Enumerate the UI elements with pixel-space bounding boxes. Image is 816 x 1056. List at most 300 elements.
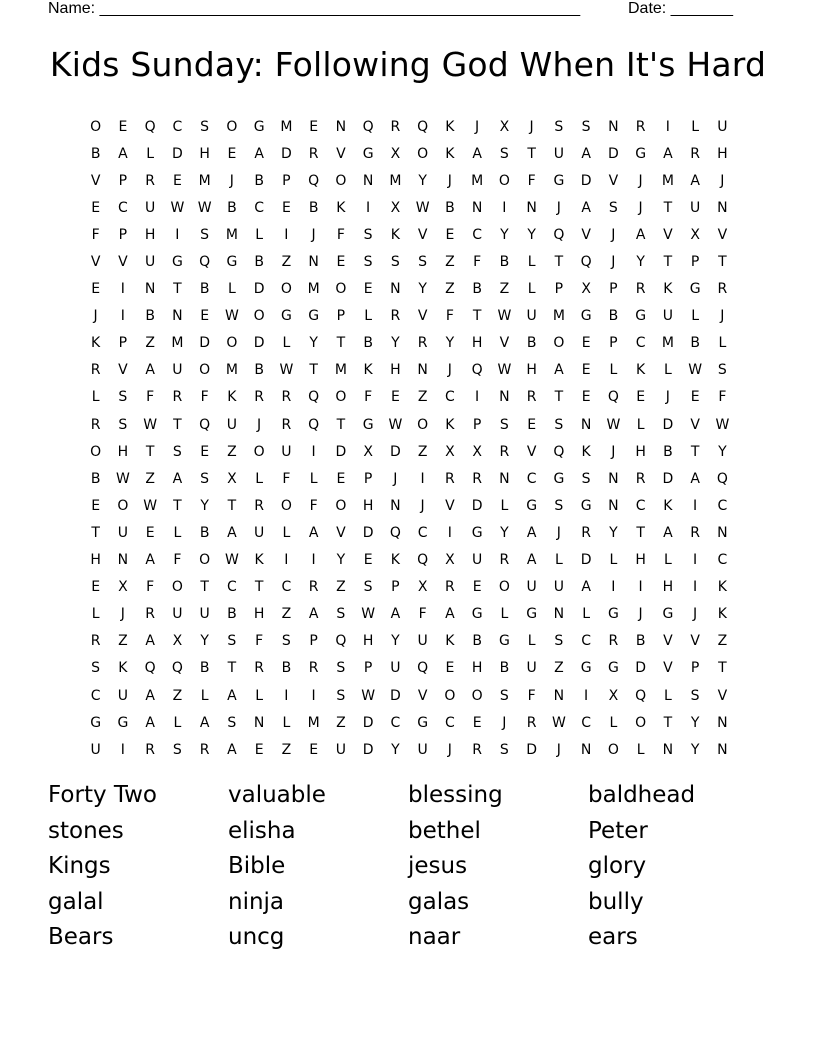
grid-letter: H [253,606,265,623]
grid-letter: G [471,524,483,541]
grid-letter: E [91,281,101,298]
grid-letter: D [362,524,374,541]
grid-letter: R [717,281,728,298]
grid-letter: G [635,145,647,162]
grid-letter: A [227,687,237,704]
grid-letter: N [253,714,265,731]
grid-letter: O [253,443,265,460]
grid-letter: Z [717,633,728,650]
grid-letter: A [227,741,237,758]
grid-letter: C [635,497,646,514]
grid-letter: X [472,443,482,460]
grid-letter: C [172,118,183,135]
grid-letter: H [662,579,674,596]
grid-letter: S [554,118,564,135]
grid-letter: J [611,226,616,243]
grid-letter: Z [445,281,455,298]
grid-letter: H [199,145,210,162]
grid-letter: I [611,579,616,596]
grid-letter: S [281,633,291,650]
grid-letter: Q [199,416,211,433]
grid-letter: L [146,145,155,162]
grid-letter: S [227,714,237,731]
grid-letter: E [200,443,210,460]
grid-letter: A [635,226,646,243]
grid-letter: S [363,226,373,243]
grid-letter: B [499,254,510,271]
grid-letter: E [390,389,400,406]
grid-letter: N [335,118,347,135]
grid-row [82,655,736,682]
grid-letter: R [390,118,401,135]
grid-letter: L [527,633,536,650]
grid-letter: D [471,497,483,514]
grid-letter: W [143,416,158,433]
grid-letter: G [226,254,238,271]
grid-letter: D [662,470,674,487]
grid-letter: Q [362,118,374,135]
grid-letter: U [335,741,346,758]
grid-letter: S [200,470,210,487]
grid-letter: E [91,579,101,596]
grid-letter: R [281,416,292,433]
grid-letter: P [363,470,373,487]
grid-letter: G [580,308,592,325]
grid-letter: Y [636,254,645,271]
grid-letter: R [199,741,210,758]
grid-letter: L [527,281,536,298]
grid-letter: V [690,416,700,433]
grid-letter: X [172,633,183,650]
grid-letter: S [363,579,373,596]
grid-letter: Q [308,416,320,433]
grid-letter: I [638,579,643,596]
grid-letter: E [472,714,482,731]
grid-letter: B [254,172,264,189]
grid-letter: V [336,145,346,162]
grid-row [82,276,736,303]
grid-letter: A [172,470,183,487]
word-list-item: blessing [408,782,503,808]
grid-letter: I [665,118,670,135]
grid-letter: S [200,226,210,243]
grid-letter: G [117,714,129,731]
grid-letter: N [499,389,510,406]
grid-letter: K [390,552,400,569]
grid-letter: S [581,470,591,487]
grid-letter: F [473,254,482,271]
grid-letter: B [608,308,619,325]
grid-letter: N [417,362,428,379]
grid-letter: U [526,579,537,596]
grid-letter: L [227,281,236,298]
grid-letter: K [390,226,400,243]
grid-letter: R [526,389,537,406]
word-list-item: stones [48,817,124,844]
grid-letter: G [308,308,320,325]
grid-letter: E [363,281,373,298]
grid-letter: V [608,172,619,189]
grid-letter: T [336,335,346,352]
grid-letter: R [254,389,264,406]
grid-letter: R [472,470,482,487]
grid-letter: Z [281,741,292,758]
header-line [48,0,740,20]
grid-letter: I [284,226,289,243]
grid-letter: L [691,308,700,325]
grid-letter: K [445,416,455,433]
grid-letter: Y [336,552,346,569]
grid-letter: H [90,552,101,569]
grid-letter: J [420,497,425,514]
grid-letter: G [689,281,701,298]
grid-letter: P [336,308,346,325]
grid-letter: L [282,524,291,541]
grid-letter: K [581,443,591,460]
grid-letter: L [173,524,182,541]
grid-letter: L [582,606,591,623]
grid-letter: O [498,172,510,189]
grid-letter: L [364,308,373,325]
grid-letter: U [553,579,564,596]
grid-letter: E [309,741,319,758]
grid-letter: C [581,633,592,650]
grid-letter: R [690,145,700,162]
grid-letter: Q [417,660,429,677]
grid-letter: K [118,660,128,677]
grid-letter: T [254,579,264,596]
grid-letter: K [445,118,455,135]
grid-letter: N [308,254,319,271]
grid-letter: P [118,226,128,243]
word-list-item: galas [408,888,470,915]
grid-letter: V [417,308,428,325]
grid-letter: T [636,524,645,541]
grid-letter: N [717,741,728,758]
grid-letter: Q [716,470,728,487]
grid-letter: D [580,552,592,569]
grid-letter: C [444,389,455,406]
grid-letter: L [255,687,264,704]
grid-letter: V [663,633,673,650]
grid-letter: Q [471,362,483,379]
grid-letter: Z [281,606,292,623]
grid-letter: Q [553,226,565,243]
grid-letter: B [145,308,155,325]
grid-letter: B [199,281,210,298]
grid-letter: A [145,714,155,731]
grid-letter: L [527,254,536,271]
grid-letter: V [581,226,591,243]
grid-letter: W [715,416,730,433]
grid-letter: D [389,687,401,704]
grid-letter: O [607,741,619,758]
grid-letter: H [635,443,646,460]
grid-letter: P [282,172,291,189]
grid-letter: O [226,118,238,135]
word-list-item: glory [588,853,647,880]
grid-letter: S [499,416,509,433]
grid-letter: R [281,389,292,406]
grid-letter: A [663,524,673,541]
grid-letter: N [717,199,728,216]
grid-letter: T [663,199,673,216]
grid-row [82,438,736,465]
grid-letter: N [362,172,374,189]
grid-letter: A [581,579,591,596]
grid-letter: T [227,497,237,514]
grid-letter: D [526,741,538,758]
grid-letter: U [117,524,128,541]
grid-letter: C [717,497,728,514]
grid-letter: I [284,552,289,569]
grid-letter: S [554,497,564,514]
grid-letter: J [556,524,561,541]
word-list-item: valuable [228,782,326,808]
grid-letter: V [417,687,428,704]
grid-letter: X [499,118,510,135]
grid-letter: B [363,335,373,352]
grid-letter: F [91,226,100,243]
grid-letter: J [611,254,616,271]
grid-letter: O [253,308,265,325]
grid-letter: Y [500,524,509,541]
grid-letter: T [554,254,564,271]
grid-letter: S [336,660,346,677]
grid-letter: W [388,416,403,433]
grid-letter: D [607,145,619,162]
grid-letter: M [198,172,211,189]
grid-letter: D [580,172,592,189]
grid-letter: H [471,660,483,677]
grid-letter: R [581,524,591,541]
grid-letter: B [663,443,673,460]
grid-letter: Y [418,172,427,189]
grid-letter: C [226,579,237,596]
grid-letter: X [363,443,373,460]
grid-letter: Z [554,660,564,677]
grid-letter: A [145,633,155,650]
grid-letter: H [471,335,483,352]
grid-letter: R [472,741,482,758]
grid-letter: T [663,714,673,731]
grid-letter: P [690,254,700,271]
grid-row [82,465,736,492]
grid-letter: M [280,118,293,135]
grid-letter: U [281,443,292,460]
grid-letter: L [500,606,509,623]
grid-letter: W [415,199,430,216]
grid-letter: S [581,118,591,135]
grid-letter: M [307,714,320,731]
grid-row [82,492,736,519]
grid-row [82,547,736,574]
grid-letter: T [227,660,237,677]
grid-letter: W [551,714,566,731]
grid-letter: L [91,389,100,406]
grid-letter: K [636,362,646,379]
grid-letter: D [389,443,401,460]
grid-letter: K [227,389,237,406]
grid-letter: M [171,335,184,352]
grid-letter: L [609,552,618,569]
grid-letter: N [717,714,728,731]
grid-letter: R [445,470,455,487]
grid-letter: Y [391,633,400,650]
grid-letter: G [90,714,102,731]
grid-letter: B [199,660,210,677]
grid-letter: R [390,308,401,325]
grid-letter: W [115,470,130,487]
grid-letter: O [117,497,129,514]
grid-letter: T [336,416,346,433]
grid-letter: H [362,497,374,514]
word-list-item: ears [588,924,638,951]
grid-letter: P [609,335,618,352]
grid-letter: Q [635,687,647,704]
grid-row [82,357,736,384]
grid-letter: Q [607,389,619,406]
grid-letter: Y [690,741,700,758]
grid-letter: F [527,172,536,189]
grid-letter: F [173,552,182,569]
grid-letter: L [255,470,264,487]
grid-letter: H [635,552,646,569]
grid-letter: U [254,524,265,541]
grid-letter: S [554,633,564,650]
grid-letter: A [690,172,700,189]
grid-letter: N [471,199,483,216]
grid-letter: U [553,145,564,162]
grid-letter: T [718,254,727,271]
grid-letter: S [418,254,428,271]
grid-letter: J [311,226,316,243]
grid-row [82,248,736,275]
grid-letter: T [663,254,673,271]
grid-letter: R [635,470,646,487]
grid-letter: D [335,443,347,460]
grid-letter: O [226,335,238,352]
grid-letter: T [173,497,182,514]
word-list-item: uncg [228,924,285,951]
grid-letter: W [224,552,239,569]
grid-letter: S [118,416,128,433]
grid-letter: Y [418,281,427,298]
grid-letter: F [418,606,427,623]
grid-letter: B [635,633,646,650]
grid-letter: L [500,497,509,514]
grid-letter: M [471,172,484,189]
grid-letter: B [90,145,101,162]
grid-letter: W [361,687,376,704]
grid-letter: W [497,362,512,379]
grid-letter: A [308,524,319,541]
grid-letter: G [362,416,374,433]
grid-letter: E [200,308,210,325]
grid-letter: I [120,308,125,325]
name-field-label: Name: ______________________________________________________ [48,0,581,17]
grid-letter: U [690,199,701,216]
grid-letter: S [336,606,346,623]
grid-row [82,574,736,601]
grid-letter: S [118,389,128,406]
grid-letter: J [638,172,643,189]
grid-letter: H [117,443,129,460]
grid-letter: Z [227,443,237,460]
grid-letter: E [309,118,319,135]
grid-letter: Z [281,254,292,271]
grid-letter: W [143,497,158,514]
grid-letter: P [363,660,373,677]
grid-letter: B [254,254,264,271]
grid-letter: E [636,389,646,406]
word-list-item: Bears [48,924,114,951]
grid-letter: S [499,741,509,758]
grid-letter: O [635,714,647,731]
grid-letter: E [527,416,537,433]
grid-letter: G [526,606,538,623]
word-list-item: Peter [588,817,648,844]
grid-letter: I [420,470,425,487]
grid-letter: O [199,362,211,379]
grid-letter: S [554,416,564,433]
grid-letter: M [334,362,347,379]
grid-letter: B [472,633,482,650]
grid-letter: Y [718,443,727,460]
grid-letter: N [580,741,592,758]
grid-letter: U [90,741,101,758]
grid-letter: U [526,660,537,677]
grid-letter: M [225,362,238,379]
grid-letter: P [391,579,400,596]
grid-letter: E [581,335,591,352]
grid-letter: Z [417,389,428,406]
grid-letter: J [502,714,507,731]
grid-letter: S [172,741,182,758]
grid-letter: A [145,552,155,569]
grid-letter: S [499,687,509,704]
grid-letter: Q [308,389,320,406]
grid-letter: L [663,552,672,569]
grid-letter: G [171,254,183,271]
word-list-item: Forty Two [48,782,158,808]
grid-letter: T [472,308,482,325]
grid-letter: Z [336,579,346,596]
grid-letter: B [227,199,237,216]
word-list-item: Kings [48,853,111,880]
grid-row [82,519,736,546]
grid-letter: W [224,308,239,325]
grid-letter: R [635,281,646,298]
grid-letter: E [445,660,455,677]
grid-letter: B [227,606,237,623]
grid-letter: R [308,660,319,677]
word-list-item: bethel [408,817,481,844]
word-list-item: elisha [228,817,296,844]
grid-letter: R [254,660,264,677]
grid-letter: G [526,497,538,514]
grid-letter: D [662,416,674,433]
grid-row [82,628,736,655]
grid-letter: J [93,308,98,325]
grid-letter: I [311,687,316,704]
grid-letter: K [663,281,673,298]
grid-letter: Q [199,254,211,271]
grid-letter: J [120,606,125,623]
grid-letter: V [499,335,510,352]
grid-row [82,384,736,411]
grid-letter: A [227,524,237,541]
